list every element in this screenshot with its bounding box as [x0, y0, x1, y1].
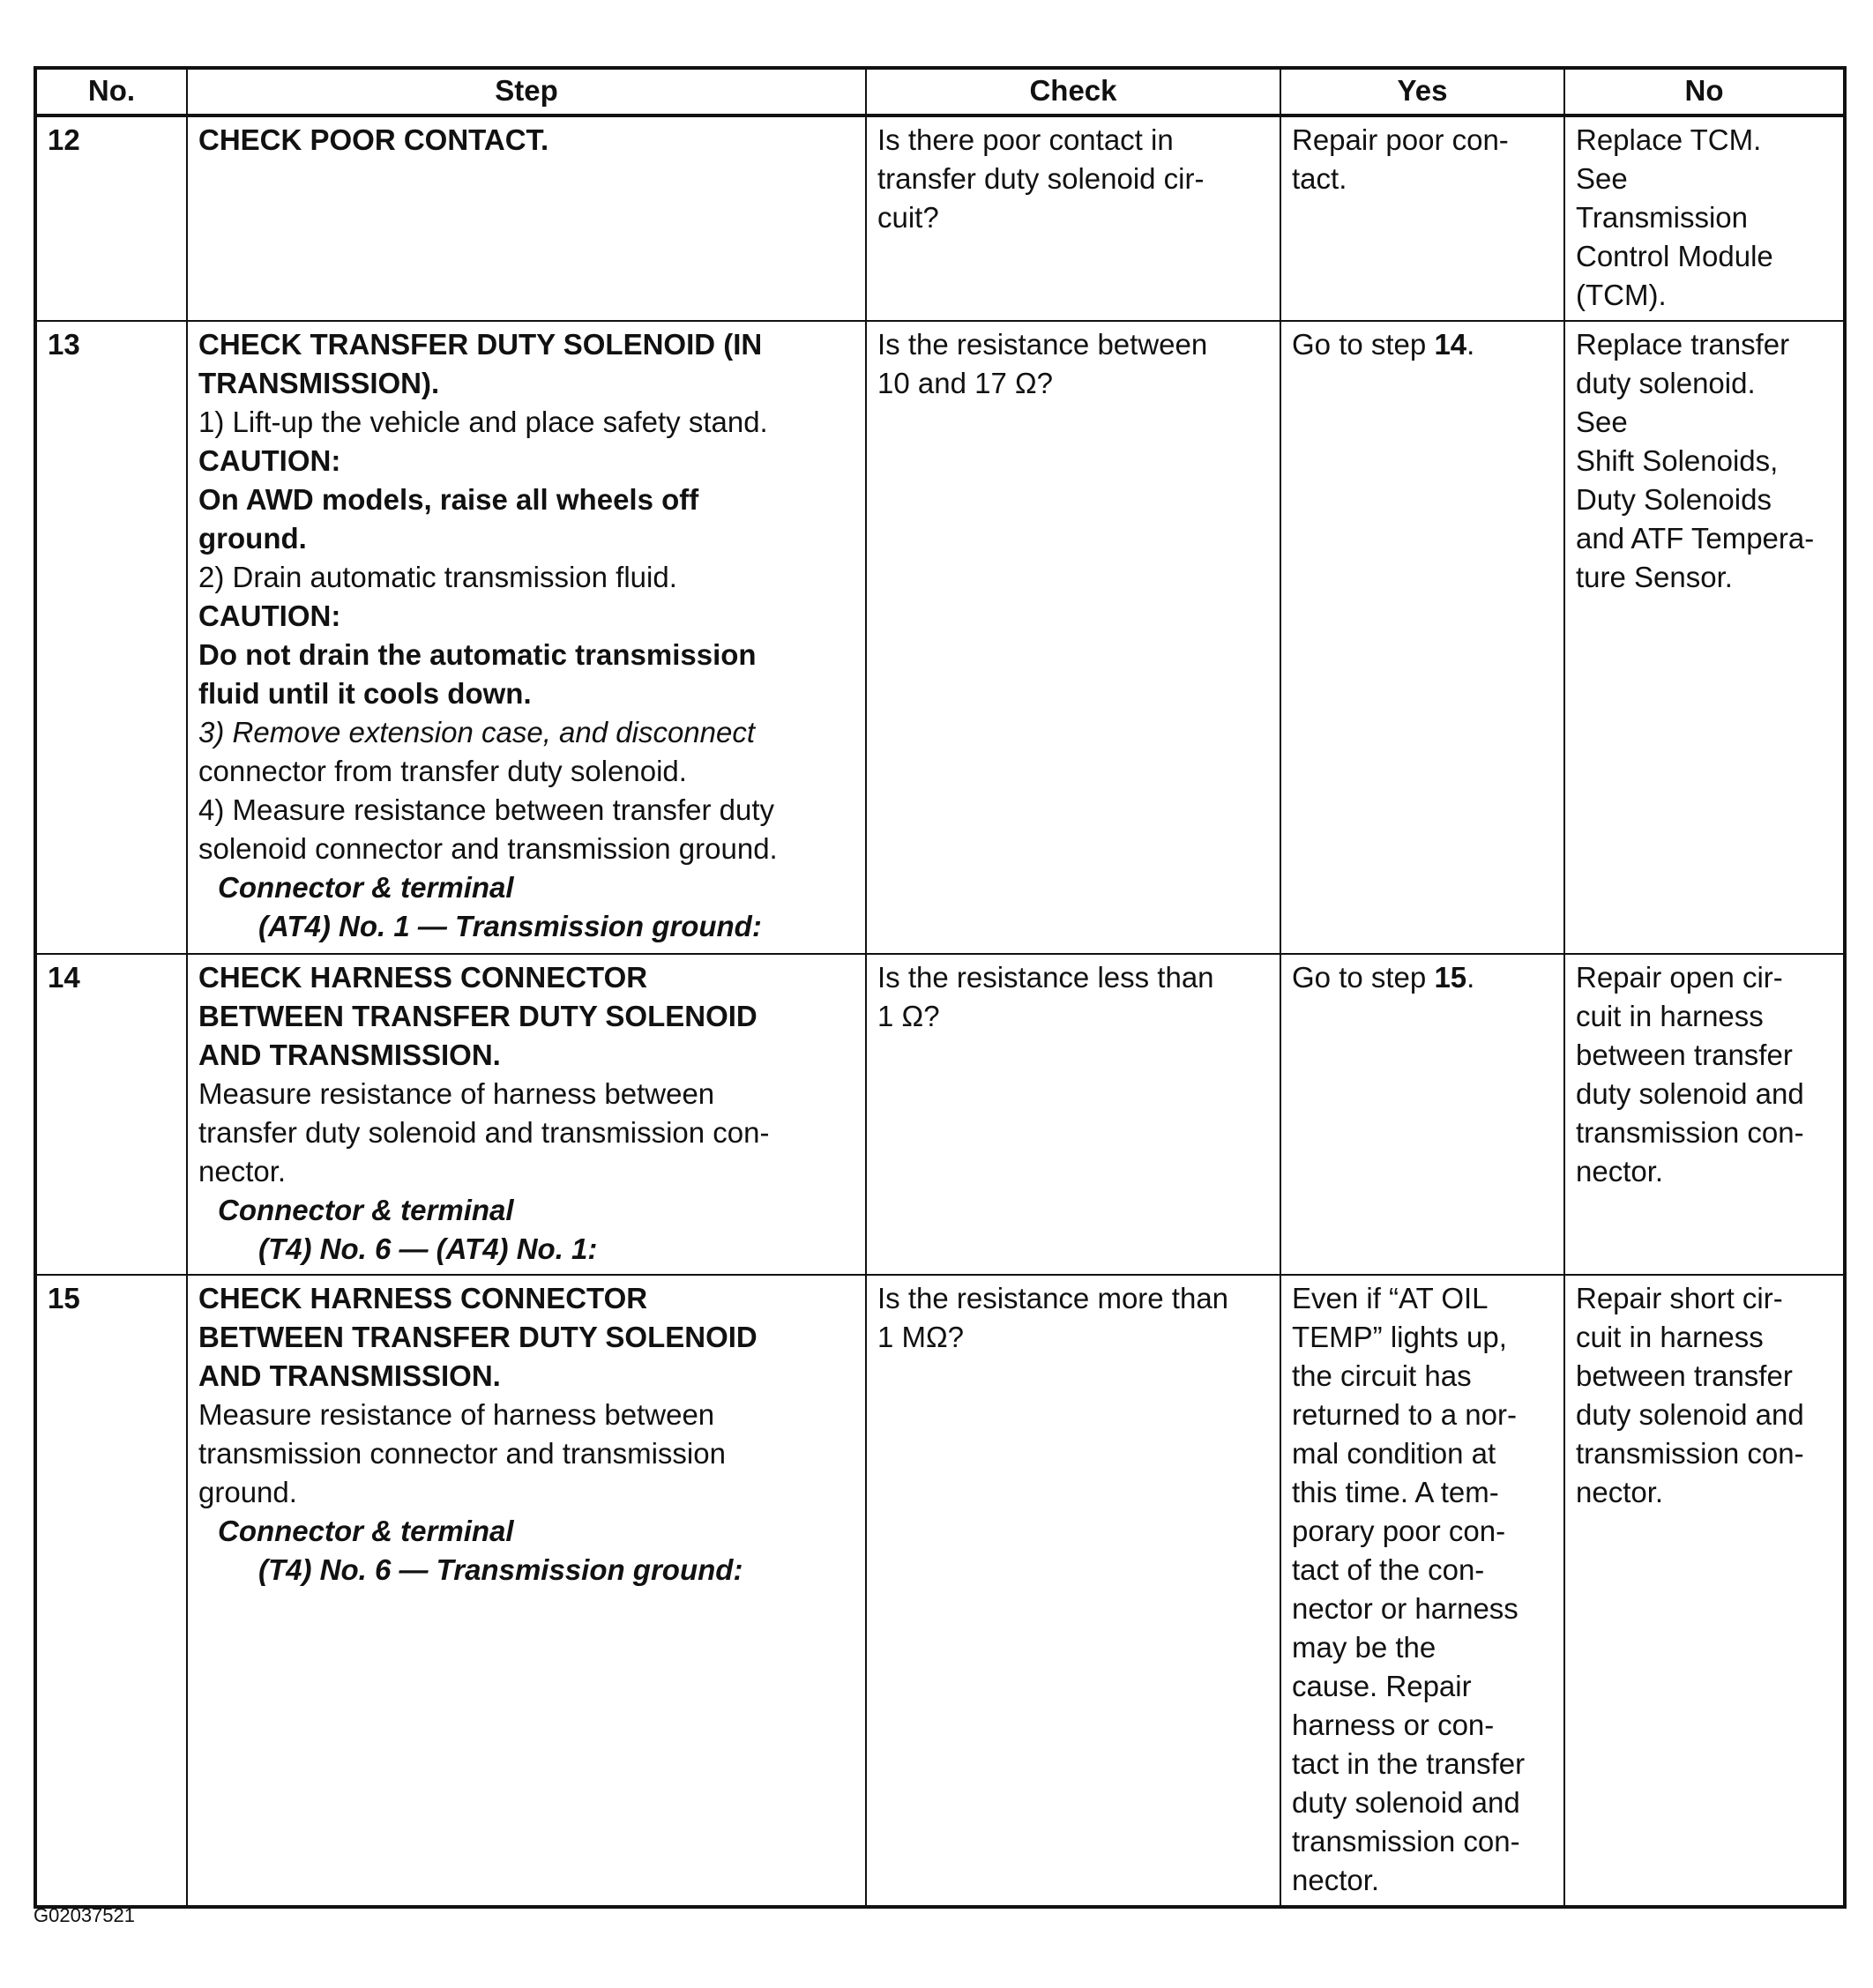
no-line: See [1576, 162, 1628, 195]
caution-text: fluid until it cools down. [198, 677, 532, 710]
yes-line: duty solenoid and [1292, 1786, 1520, 1819]
yes-line: Even if “AT OIL [1292, 1282, 1489, 1314]
no-line: cuit in harness [1576, 1000, 1764, 1032]
no-cell [1564, 1275, 1845, 1907]
step-reference: 15 [1434, 961, 1467, 994]
yes-line [1292, 325, 1553, 364]
yes-line: cause. Repair [1292, 1670, 1472, 1702]
figure-id: G02037521 [34, 1904, 135, 1926]
check-cell [866, 115, 1280, 321]
no-line: transmission con- [1576, 1116, 1804, 1149]
step-instruction: 2) Drain automatic transmission fluid. [198, 561, 677, 593]
row-number: 12 [35, 115, 187, 321]
check-line: 1 Ω? [877, 1000, 940, 1032]
step-title: AND TRANSMISSION. [198, 1359, 501, 1392]
step-title: BETWEEN TRANSFER DUTY SOLENOID [198, 1321, 757, 1353]
step-title: BETWEEN TRANSFER DUTY SOLENOID [198, 1000, 757, 1032]
yes-line [1292, 958, 1553, 997]
table-row [35, 321, 1845, 954]
table-row [35, 115, 1845, 321]
no-line: cuit in harness [1576, 1321, 1764, 1353]
check-line: transfer duty solenoid cir- [877, 162, 1205, 195]
check-line: 10 and 17 Ω? [877, 367, 1053, 399]
no-line: transmission con- [1576, 1437, 1804, 1470]
no-line: between transfer [1576, 1359, 1793, 1392]
no-line: duty solenoid and [1576, 1077, 1804, 1110]
connector-terminal-value: (T4) No. 6 — Transmission ground: [258, 1553, 743, 1586]
yes-cell [1280, 321, 1564, 954]
caution-text: Do not drain the automatic transmission [198, 638, 757, 671]
check-cell [866, 321, 1280, 954]
yes-line: Repair poor con- [1292, 123, 1509, 156]
header-check: Check [866, 68, 1280, 115]
step-cell [187, 1275, 866, 1907]
yes-line: returned to a nor- [1292, 1398, 1517, 1431]
step-instruction: Measure resistance of harness between [198, 1077, 715, 1110]
no-line: and ATF Tempera- [1576, 522, 1815, 555]
header-yes: Yes [1280, 68, 1564, 115]
caution-label: CAUTION: [198, 599, 341, 632]
check-cell [866, 954, 1280, 1275]
step-instruction: nector. [198, 1155, 287, 1188]
caution-text: ground. [198, 522, 307, 555]
no-line: Repair short cir- [1576, 1282, 1783, 1314]
no-line: Repair open cir- [1576, 961, 1783, 994]
connector-terminal-value: (T4) No. 6 — (AT4) No. 1: [258, 1232, 598, 1265]
header-step: Step [187, 68, 866, 115]
no-line: Control Module [1576, 240, 1773, 272]
step-title: AND TRANSMISSION. [198, 1039, 501, 1071]
no-line: (TCM). [1576, 279, 1667, 311]
step-title: CHECK HARNESS CONNECTOR [198, 961, 648, 994]
no-line: between transfer [1576, 1039, 1793, 1071]
no-line: See [1576, 406, 1628, 438]
step-instruction: 3) Remove extension case, and disconnect [198, 716, 756, 748]
step-instruction: connector from transfer duty solenoid. [198, 755, 687, 787]
yes-suffix: . [1466, 961, 1475, 994]
yes-line: tact in the transfer [1292, 1747, 1526, 1780]
no-cell [1564, 954, 1845, 1275]
step-instruction: ground. [198, 1476, 297, 1508]
step-instruction: transfer duty solenoid and transmission con- [198, 1116, 770, 1149]
yes-line: porary poor con- [1292, 1515, 1506, 1547]
header-no-result: No [1564, 68, 1845, 115]
no-cell [1564, 321, 1845, 954]
no-line: duty solenoid. [1576, 367, 1756, 399]
yes-line: the circuit has [1292, 1359, 1472, 1392]
row-number: 13 [35, 321, 187, 954]
no-line: Replace TCM. [1576, 123, 1762, 156]
no-cell [1564, 115, 1845, 321]
connector-terminal-value: (AT4) No. 1 — Transmission ground: [258, 910, 762, 942]
yes-line: tact. [1292, 162, 1347, 195]
diagnostic-table [34, 66, 1847, 1909]
yes-line: nector. [1292, 1864, 1380, 1896]
table-row [35, 954, 1845, 1275]
table-row [35, 1275, 1845, 1907]
yes-line: this time. A tem- [1292, 1476, 1499, 1508]
step-cell [187, 321, 866, 954]
step-title: CHECK POOR CONTACT. [198, 123, 549, 156]
check-line: 1 MΩ? [877, 1321, 965, 1353]
step-reference: 14 [1434, 328, 1467, 361]
step-cell [187, 954, 866, 1275]
caution-label: CAUTION: [198, 444, 341, 477]
check-line: Is there poor contact in [877, 123, 1174, 156]
check-line: Is the resistance between [877, 328, 1208, 361]
step-instruction: solenoid connector and transmission ground. [198, 832, 778, 865]
step-title: TRANSMISSION). [198, 367, 440, 399]
check-cell [866, 1275, 1280, 1907]
no-line: Replace transfer [1576, 328, 1790, 361]
table-header [35, 68, 1845, 115]
header-no: No. [35, 68, 187, 115]
check-line: Is the resistance more than [877, 1282, 1229, 1314]
yes-line: nector or harness [1292, 1592, 1519, 1625]
yes-prefix: Go to step [1292, 328, 1435, 361]
no-line: nector. [1576, 1476, 1664, 1508]
yes-cell [1280, 115, 1564, 321]
yes-cell [1280, 1275, 1564, 1907]
row-number: 14 [35, 954, 187, 1275]
check-line: cuit? [877, 201, 939, 234]
yes-prefix: Go to step [1292, 961, 1435, 994]
no-line: Transmission [1576, 201, 1748, 234]
no-line: duty solenoid and [1576, 1398, 1804, 1431]
yes-line: transmission con- [1292, 1825, 1520, 1858]
step-instruction: 1) Lift-up the vehicle and place safety stand. [198, 406, 768, 438]
no-line: Duty Solenoids [1576, 483, 1772, 516]
yes-line: may be the [1292, 1631, 1436, 1664]
no-line: ture Sensor. [1576, 561, 1733, 593]
yes-suffix: . [1466, 328, 1475, 361]
yes-cell [1280, 954, 1564, 1275]
step-instruction: 4) Measure resistance between transfer duty [198, 793, 774, 826]
header-row [35, 68, 1845, 115]
caution-text: On AWD models, raise all wheels off [198, 483, 699, 516]
yes-line: harness or con- [1292, 1709, 1495, 1741]
row-number: 15 [35, 1275, 187, 1907]
check-line: Is the resistance less than [877, 961, 1214, 994]
step-instruction: transmission connector and transmission [198, 1437, 726, 1470]
yes-line: mal condition at [1292, 1437, 1496, 1470]
step-cell [187, 115, 866, 321]
connector-terminal-label: Connector & terminal [218, 1515, 514, 1547]
connector-terminal-label: Connector & terminal [218, 1194, 514, 1226]
no-line: nector. [1576, 1155, 1664, 1188]
step-title: CHECK HARNESS CONNECTOR [198, 1282, 648, 1314]
yes-line: TEMP” lights up, [1292, 1321, 1507, 1353]
connector-terminal-label: Connector & terminal [218, 871, 514, 904]
no-line: Shift Solenoids, [1576, 444, 1779, 477]
step-instruction: Measure resistance of harness between [198, 1398, 715, 1431]
yes-line: tact of the con- [1292, 1553, 1485, 1586]
step-title: CHECK TRANSFER DUTY SOLENOID (IN [198, 328, 763, 361]
